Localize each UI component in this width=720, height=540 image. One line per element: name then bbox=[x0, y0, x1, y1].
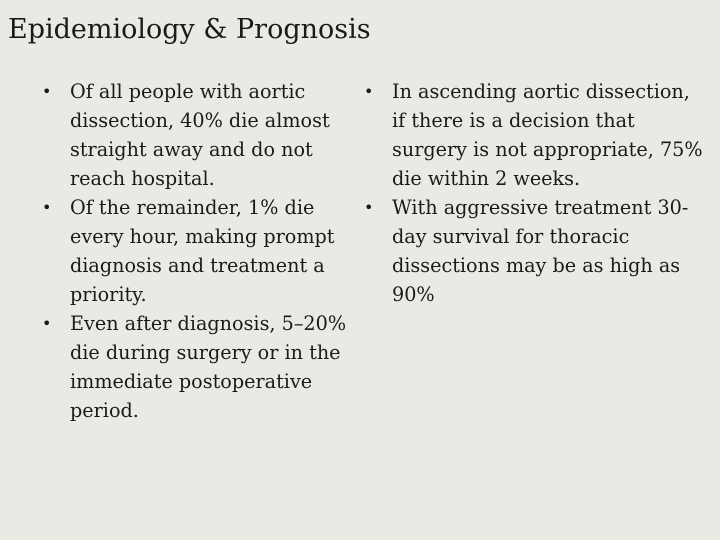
bullet-icon: • bbox=[42, 314, 52, 333]
bullet-item bbox=[42, 193, 360, 309]
bullet-text: With aggressive treatment 30-day survival for thoracic dissections may be as high as 90% bbox=[392, 196, 689, 306]
bullet-item bbox=[364, 77, 704, 193]
bullet-text: In ascending aortic dissection, if there is a decision that surgery is not appropriate, 75% die within 2 weeks. bbox=[392, 80, 703, 190]
bullet-text: Of all people with aortic dissection, 40% die almost straight away and do not reach hospital. bbox=[70, 80, 330, 190]
bullet-item bbox=[42, 309, 360, 425]
bullet-text: Even after diagnosis, 5–20% die during surgery or in the immediate postoperative period. bbox=[70, 312, 347, 422]
bullet-icon: • bbox=[42, 198, 52, 217]
bullet-icon: • bbox=[364, 198, 374, 217]
bullet-item bbox=[42, 77, 360, 193]
bullet-icon: • bbox=[364, 82, 374, 101]
left-bullet-list bbox=[42, 77, 360, 425]
slide-title: Epidemiology & Prognosis bbox=[8, 14, 371, 45]
bullet-item bbox=[364, 193, 704, 309]
right-bullet-list bbox=[364, 77, 704, 309]
bullet-text: Of the remainder, 1% die every hour, making prompt diagnosis and treatment a priority. bbox=[70, 196, 335, 306]
bullet-icon: • bbox=[42, 82, 52, 101]
